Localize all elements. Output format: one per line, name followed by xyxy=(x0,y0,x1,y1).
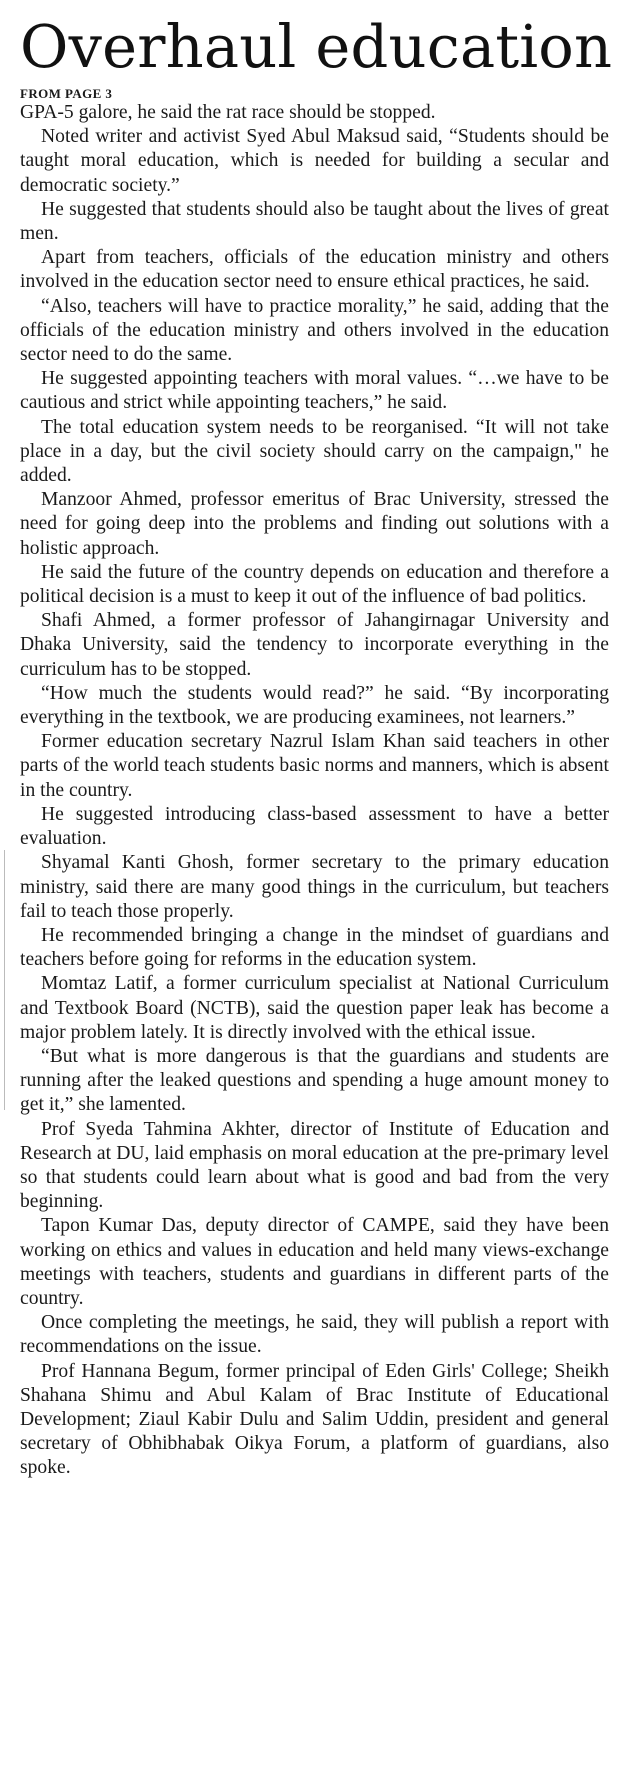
jump-label: FROM PAGE 3 xyxy=(20,86,113,101)
article-paragraph: Once completing the meetings, he said, they will publish a report with recommendations on the issue. xyxy=(20,1312,609,1358)
article-paragraph: Manzoor Ahmed, professor emeritus of Brac University, stressed the need for going deep into the problems and finding out solutions with a holistic approach. xyxy=(20,489,609,559)
headline: Overhaul education xyxy=(20,12,613,81)
article-paragraph: He suggested introducing class-based assessment to have a better evaluation. xyxy=(20,803,609,850)
article-paragraph: Shyamal Kanti Ghosh, former secretary to the primary education ministry, said there are many good things in the curriculum, but teachers fail to teach those properly. xyxy=(20,852,609,922)
article-paragraph: Shafi Ahmed, a former professor of Jahangirnagar University and Dhaka University, said the tendency to incorporate everything in the curriculum has to be stopped. xyxy=(20,610,609,680)
column-rule xyxy=(4,850,5,1110)
article-paragraph: He recommended bringing a change in the mindset of guardians and teachers before going for reforms in the education system. xyxy=(20,924,609,971)
article-paragraph: Former education secretary Nazrul Islam Khan said teachers in other parts of the world teach students basic norms and manners, which is absent in the country. xyxy=(20,731,609,801)
article-paragraph: Tapon Kumar Das, deputy director of CAMPE, said they have been working on ethics and values in education and held many views-exchange meetings with teachers, students and guardians in different parts of the country. xyxy=(20,1215,609,1309)
article-paragraph: Prof Syeda Tahmina Akhter, director of Institute of Education and Research at DU, laid emphasis on moral education at the pre-primary level so that students could learn about what is good and bad from the very beginning. xyxy=(20,1118,609,1213)
article-paragraph: Noted writer and activist Syed Abul Maksud said, “Students should be taught moral education, which is needed for building a secular and democratic society.” xyxy=(20,126,609,196)
article-paragraph: Apart from teachers, officials of the education ministry and others involved in the education sector need to ensure ethical practices, he said. xyxy=(20,247,609,293)
article-paragraph: GPA-5 galore, he said the rat race should be stopped. xyxy=(20,102,436,123)
article-paragraph: “How much the students would read?” he said. “By incorporating everything in the textbook, we are producing examinees, not learners.” xyxy=(20,682,609,729)
article-paragraph: He suggested that students should also be taught about the lives of great men. xyxy=(20,198,609,245)
article-paragraph: He suggested appointing teachers with moral values. “…we have to be cautious and strict while appointing teachers,” he said. xyxy=(20,368,609,414)
article-paragraph: Momtaz Latif, a former curriculum specialist at National Curriculum and Textbook Board (NCTB), said the question paper leak has become a major problem lately. It is directly involved with the ethical issue. xyxy=(20,973,609,1043)
article-body xyxy=(20,101,609,1481)
article-paragraph: The total education system needs to be reorganised. “It will not take place in a day, but the civil society should carry on the campaign," he added. xyxy=(20,416,609,487)
article-paragraph: Prof Hannana Begum, former principal of Eden Girls' College; Sheikh Shahana Shimu and Abul Kalam of Brac Institute of Educational Development; Ziaul Kabir Dulu and Salim Uddin, president and general secretary of Obhibhabak Oikya Forum, a platform of guardians, also spoke. xyxy=(20,1360,609,1479)
article-paragraph: He said the future of the country depends on education and therefore a political decision is a must to keep it out of the influence of bad politics. xyxy=(20,561,609,608)
article-paragraph: “But what is more dangerous is that the guardians and students are running after the leaked questions and spending a huge amount money to get it,” she lamented. xyxy=(20,1045,609,1116)
article-paragraph: “Also, teachers will have to practice morality,” he said, adding that the officials of the education ministry and others involved in the education sector need to do the same. xyxy=(20,295,609,366)
